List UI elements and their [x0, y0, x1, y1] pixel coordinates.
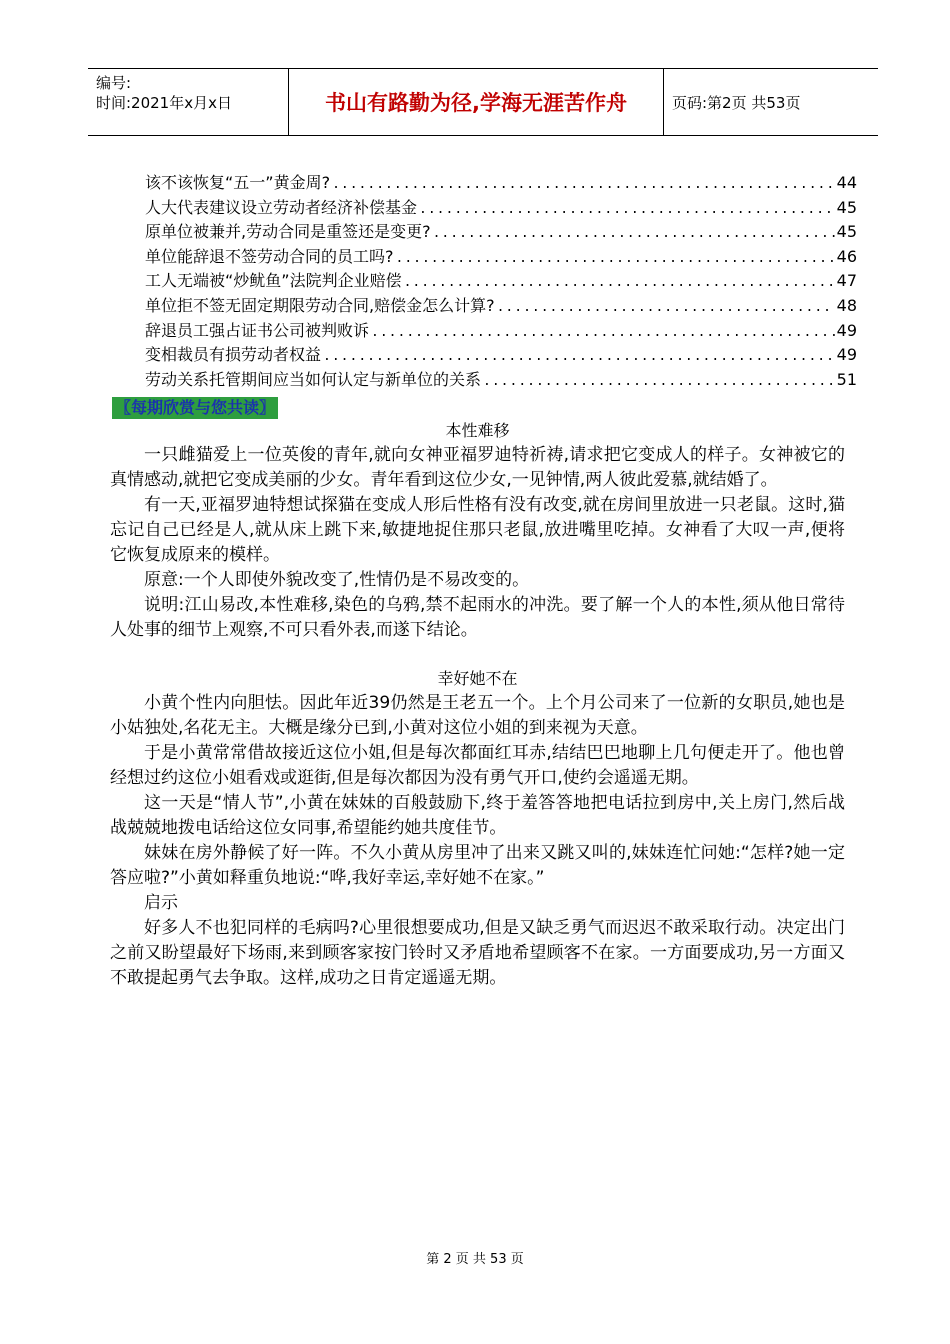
story-title: 本性难移 — [445, 421, 510, 440]
header-time-label: 时间:2021年x月x日 — [96, 94, 232, 112]
toc-entry-page: 49 — [836, 345, 857, 365]
story-paragraph: 原意:一个人即使外貌改变了,性情仍是不易改变的。 — [144, 570, 530, 590]
story-paragraph: 一只雌猫爱上一位英俊的青年,就向女神亚福罗迪特祈祷,请求把它变成人的样子。女神被它的真情感动,就把它变成美丽的少女。青年看到这位少女,一见钟情,两人彼此爱慕,就结婚了。 — [110, 445, 845, 490]
toc-entry[interactable] — [145, 318, 857, 343]
story-paragraph: 于是小黄常常借故接近这位小姐,但是每次都面红耳赤,结结巴巴地聊上几句便走开了。他也曾经想过约这位小姐看戏或逛街,但是每次都因为没有勇气开口,使约会遥遥无期。 — [110, 743, 845, 788]
header-page-info: 页码:第2页 共53页 — [672, 93, 801, 112]
page-footer: 第 2 页 共 53 页 — [426, 1252, 524, 1267]
story-paragraph: 妹妹在房外静候了好一阵。不久小黄从房里冲了出来又跳又叫的,妹妹连忙问她:“怎样?她一定答应啦?”小黄如释重负地说:“哗,我好幸运,幸好她不在家。” — [110, 843, 845, 888]
toc-leader-dots — [371, 325, 835, 340]
toc-leader-dots — [323, 349, 835, 364]
toc-entry-page: 45 — [836, 197, 857, 217]
toc-leader-dots — [396, 251, 835, 266]
toc-entry-page: 51 — [836, 369, 857, 389]
header-motto: 书山有路勤为径,学海无涯苦作舟 — [288, 69, 664, 135]
page-header — [88, 68, 878, 136]
toc-entry-title: 工人无端被“炒鱿鱼”法院判企业赔偿 — [145, 271, 402, 291]
toc-entry[interactable] — [145, 195, 857, 220]
story-ben-xing-nan-yi — [110, 419, 845, 643]
toc-entry-page: 46 — [836, 246, 857, 266]
toc-entry-title: 劳动关系托管期间应当如何认定与新单位的关系 — [145, 369, 482, 389]
toc-entry-title: 单位拒不签无固定期限劳动合同,赔偿金怎么计算? — [145, 295, 495, 315]
story-paragraph: 这一天是“情人节”,小黄在妹妹的百般鼓励下,终于羞答答地把电话拉到房中,关上房门,然后战战兢兢地拨电话给这位女同事,希望能约她共度佳节。 — [110, 793, 845, 838]
story-paragraph: 有一天,亚福罗迪特想试探猫在变成人形后性格有没有改变,就在房间里放进一只老鼠。这时,猫忘记自己已经是人,就从床上跳下来,敏捷地捉住那只老鼠,放进嘴里吃掉。女神看了大叹一声,便将它恢复成原来的模样。 — [110, 495, 845, 565]
toc-entry[interactable] — [145, 268, 857, 293]
toc-entry-title: 单位能辞退不签劳动合同的员工吗? — [145, 246, 394, 266]
toc-leader-dots — [483, 374, 835, 389]
story-title: 幸好她不在 — [437, 669, 518, 688]
toc-leader-dots — [419, 202, 835, 217]
story-paragraph: 说明:江山易改,本性难移,染色的乌鸦,禁不起雨水的冲洗。要了解一个人的本性,须从他日常待人处事的细节上观察,不可只看外表,而遂下结论。 — [110, 595, 845, 640]
story-paragraph: 好多人不也犯同样的毛病吗?心里很想要成功,但是又缺乏勇气而迟迟不敢采取行动。决定出门之前又盼望最好下场雨,来到顾客家按门铃时又矛盾地希望顾客不在家。一方面要成功,另一方面又不敢提起勇气去争取。这样,成功之日肯定遥遥无期。 — [110, 918, 845, 988]
table-of-contents — [145, 170, 857, 391]
toc-leader-dots — [433, 226, 835, 241]
toc-entry[interactable] — [145, 293, 857, 318]
toc-entry-page: 48 — [836, 295, 857, 315]
toc-entry-page: 45 — [836, 222, 857, 242]
toc-leader-dots — [404, 275, 835, 290]
toc-entry-title: 人大代表建议设立劳动者经济补偿基金 — [145, 197, 418, 217]
toc-entry[interactable] — [145, 244, 857, 269]
toc-entry-title: 原单位被兼并,劳动合同是重签还是变更? — [145, 222, 431, 242]
toc-entry[interactable] — [145, 367, 857, 392]
toc-entry-page: 44 — [836, 173, 857, 192]
header-number-label: 编号: — [96, 74, 132, 92]
toc-entry[interactable] — [145, 219, 857, 244]
toc-entry[interactable] — [145, 342, 857, 367]
story-paragraph: 小黄个性内向胆怯。因此年近39仍然是王老五一个。上个月公司来了一位新的女职员,她也是小姑独处,名花无主。大概是缘分已到,小黄对这位小姐的到来视为天意。 — [110, 693, 845, 738]
toc-leader-dots — [497, 300, 835, 315]
section-banner: 〖每期欣赏与您共读〗 — [112, 397, 278, 419]
toc-entry-title: 变相裁员有损劳动者权益 — [145, 345, 322, 365]
toc-entry-page: 49 — [836, 320, 857, 340]
header-meta — [88, 69, 288, 135]
story-xing-hao-ta-bu-zai — [110, 667, 845, 991]
toc-entry-title: 辞退员工强占证书公司被判败诉 — [145, 320, 370, 340]
toc-entry[interactable] — [145, 170, 857, 195]
toc-leader-dots — [332, 177, 835, 192]
story-subheading: 启示 — [144, 893, 178, 913]
toc-entry-page: 47 — [836, 271, 857, 291]
toc-entry-title: 该不该恢复“五一”黄金周? — [145, 173, 331, 192]
